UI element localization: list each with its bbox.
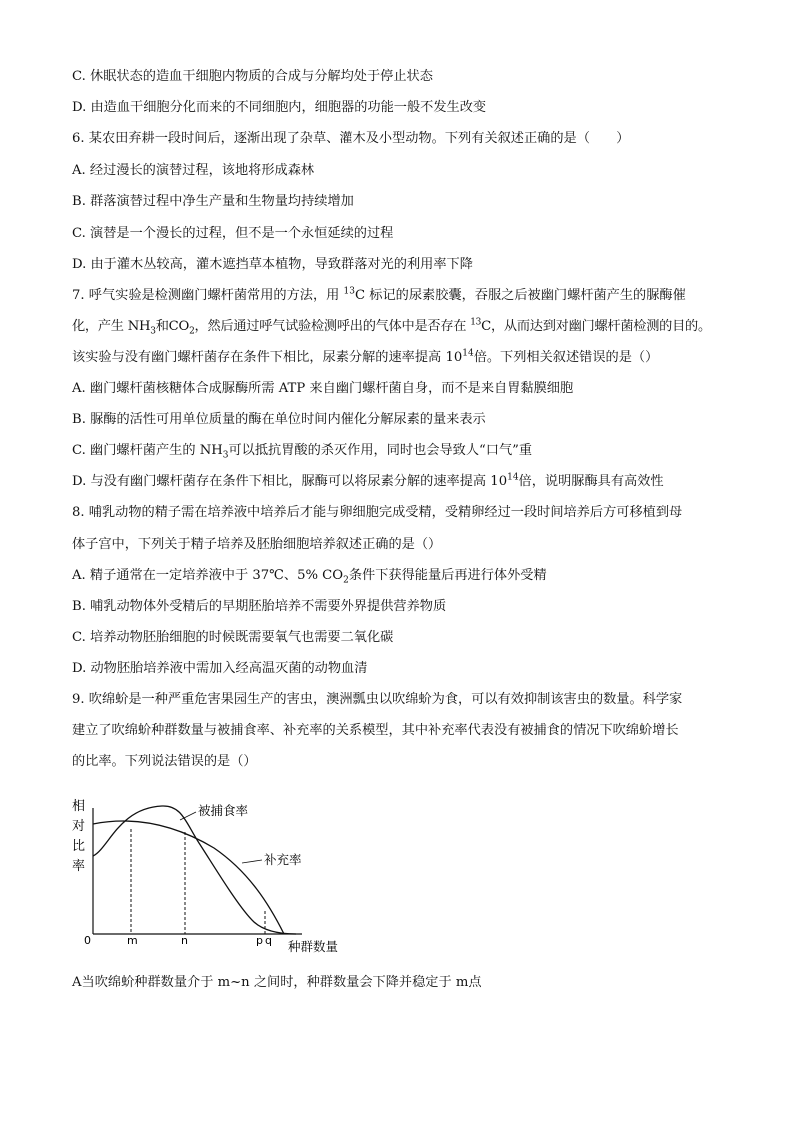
question-9-line1: 9. 吹绵蚧是一种严重危害果园生产的害虫，澳洲瓢虫以吹绵蚧为食，可以有效抑制该害虫的数量。科学家	[72, 692, 683, 707]
option-c-q8: C. 培养动物胚胎细胞的时候既需要氧气也需要二氧化碳	[72, 630, 394, 645]
question-8-line1: 8. 哺乳动物的精子需在培养液中培养后才能与卵细胞完成受精，受精卵经过一段时间培养后方可移植到母	[72, 505, 683, 520]
option-d-q8: D. 动物胚胎培养液中需加入经高温灭菌的动物血清	[72, 661, 368, 676]
option-c-q5: C. 休眠状态的造血干细胞内物质的合成与分解均处于停止状态	[72, 69, 433, 84]
option-b-q8: B. 哺乳动物体外受精后的早期胚胎培养不需要外界提供营养物质	[72, 599, 447, 614]
option-d-q7: D. 与没有幽门螺杆菌存在条件下相比，脲酶可以将尿素分解的速率提高 $10^{14}$倍，说明脲酶具有高效性	[72, 472, 664, 489]
option-d-q6: D. 由于灌木丛较高，灌木遮挡草本植物，导致群落对光的利用率下降	[72, 257, 473, 272]
predation-rate-curve	[93, 806, 296, 934]
supplement-rate-curve	[93, 821, 284, 934]
question-9-line2: 建立了吹绵蚧种群数量与被捕食率、补充率的关系模型，其中补充率代表没有被捕食的情况下吹绵蚧增长	[72, 723, 679, 738]
question-9-line3: 的比率。下列说法错误的是（）	[72, 754, 257, 769]
y-label-char-2: 对	[72, 819, 86, 834]
tick-p: p	[256, 934, 263, 947]
option-a-q8: A. 精子通常在一定培养液中于 37℃、5% $CO_2$条件下获得能量后再进行体外受精	[72, 568, 547, 586]
option-a-q9: A当吹绵蚧种群数量介于 m~n 之间时，种群数量会下降并稳定于 m点	[72, 975, 482, 990]
y-label-char-3: 比	[72, 839, 86, 854]
supplement-leader	[242, 860, 262, 863]
tick-q: q	[265, 934, 272, 947]
question-7-line3: 该实验与没有幽门螺杆菌存在条件下相比，尿素分解的速率提高 $10^{14}$倍。下列相关叙述错误的是（）	[72, 348, 659, 365]
option-c-q6: C. 演替是一个漫长的过程，但不是一个永恒延续的过程	[72, 226, 394, 241]
question-8-line2: 体子宫中，下列关于精子培养及胚胎细胞培养叙述正确的是（）	[72, 537, 442, 552]
question-7-line1: 7. 呼气实验是检测幽门螺杆菌常用的方法，用 $^{13}$C 标记的尿素胶囊，吞服之后被幽门螺杆菌产生的脲酶催	[72, 286, 686, 303]
y-label-char-4: 率	[72, 859, 86, 874]
question-7-line2: 化，产生 $NH_3$和$CO_2$，然后通过呼气试验检测呼出的气体中是否存在 $^{13}$C，从而达到对幽门螺杆菌检测的目的。	[72, 317, 711, 337]
origin-label: 0	[84, 934, 91, 947]
option-b-q6: B. 群落演替过程中净生产量和生物量均持续增加	[72, 194, 354, 209]
y-label-char-1: 相	[72, 799, 86, 814]
population-model-figure	[64, 788, 364, 958]
x-axis-label: 种群数量	[288, 939, 339, 954]
option-b-q7: B. 脲酶的活性可用单位质量的酶在单位时间内催化分解尿素的量来表示	[72, 412, 486, 427]
option-a-q6: A. 经过漫长的演替过程，该地将形成森林	[72, 163, 315, 178]
predation-rate-label: 被捕食率	[198, 803, 249, 818]
option-c-q7: C. 幽门螺杆菌产生的 $NH_3$可以抵抗胃酸的杀灭作用，同时也会导致人“口气”重	[72, 443, 533, 461]
option-d-q5: D. 由造血干细胞分化而来的不同细胞内，细胞器的功能一般不发生改变	[72, 100, 487, 115]
tick-n: n	[181, 934, 188, 947]
question-6: 6. 某农田弃耕一段时间后，逐渐出现了杂草、灌木及小型动物。下列有关叙述正确的是（ ）	[72, 131, 630, 146]
tick-m: m	[127, 934, 138, 947]
supplement-rate-label: 补充率	[264, 852, 302, 867]
option-a-q7: A. 幽门螺杆菌核糖体合成脲酶所需 ATP 来自幽门螺杆菌自身，而不是来自胃黏膜细胞	[72, 381, 574, 396]
